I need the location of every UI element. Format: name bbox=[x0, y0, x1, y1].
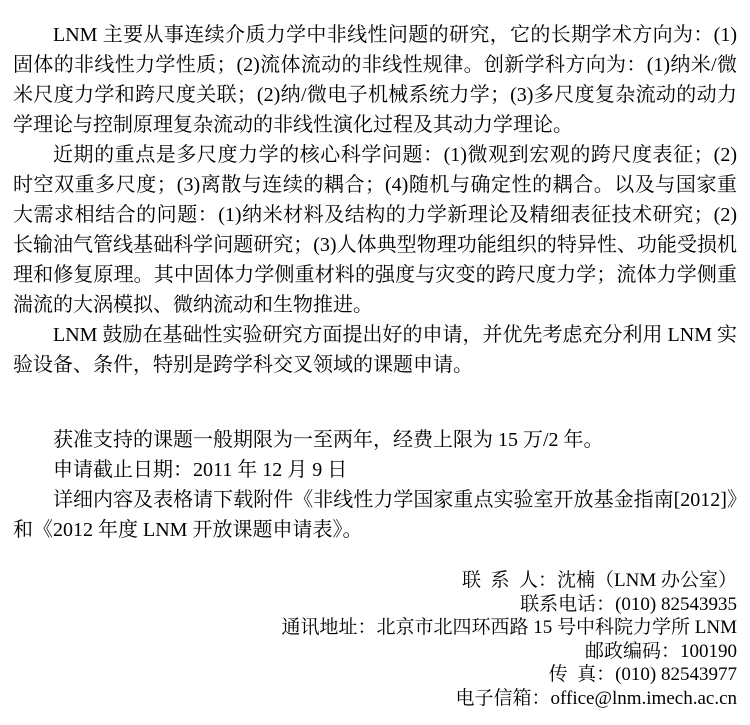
paragraph-attachments: 详细内容及表格请下载附件《非线性力学国家重点实验室开放基金指南[2012]》和《2012 年度 LNM 开放课题申请表》。 bbox=[13, 489, 737, 541]
contact-line-person: 联 系 人：沈楠（LNM 办公室） bbox=[462, 570, 737, 591]
contact-line-address: 通讯地址：北京市北四环西路 15 号中科院力学所 LNM bbox=[281, 617, 737, 638]
contact-line-fax: 传 真：(010) 82543977 bbox=[548, 664, 737, 685]
contact-line-postal-code: 邮政编码：100190 bbox=[584, 640, 737, 662]
paragraph-deadline: 申请截止日期：2011 年 12 月 9 日 bbox=[53, 459, 348, 481]
contact-line-email: 电子信箱：office@lnm.imech.ac.cn bbox=[455, 687, 737, 709]
paragraph-research-directions: LNM 主要从事连续介质力学中非线性问题的研究，它的长期学术方向为：(1)固体的非线性力学性质；(2)流体流动的非线性规律。创新学科方向为：(1)纳米/微米尺度力学和跨尺度关联；(2)纳/微电子机械系统力学；(3)多尺度复杂流动的动力学理论与控制原理复杂流动的非线性演化过程及其动力学理论。 bbox=[13, 24, 737, 136]
contact-line-phone: 联系电话：(010) 82543935 bbox=[520, 593, 737, 615]
paragraph-funding-terms: 获准支持的课题一般期限为一至两年，经费上限为 15 万/2 年。 bbox=[53, 429, 604, 451]
contact-block bbox=[13, 569, 737, 710]
paragraph-encouragement: LNM 鼓励在基础性实验研究方面提出好的申请，并优先考虑充分利用 LNM 实验设备、条件，特别是跨学科交叉领域的课题申请。 bbox=[13, 324, 737, 376]
paragraph-recent-focus: 近期的重点是多尺度力学的核心科学问题：(1)微观到宏观的跨尺度表征；(2)时空双重多尺度；(3)离散与连续的耦合；(4)随机与确定性的耦合。以及与国家重大需求相结合的问题：(1)纳米材料及结构的力学新理论及精细表征技术研究；(2)长输油气管线基础科学问题研究；(3)人体典型物理功能组织的特异性、功能受损机理和修复原理。其中固体力学侧重材料的强度与灾变的跨尺度力学；流体力学侧重湍流的大涡模拟、微纳流动和生物推进。 bbox=[13, 144, 737, 316]
